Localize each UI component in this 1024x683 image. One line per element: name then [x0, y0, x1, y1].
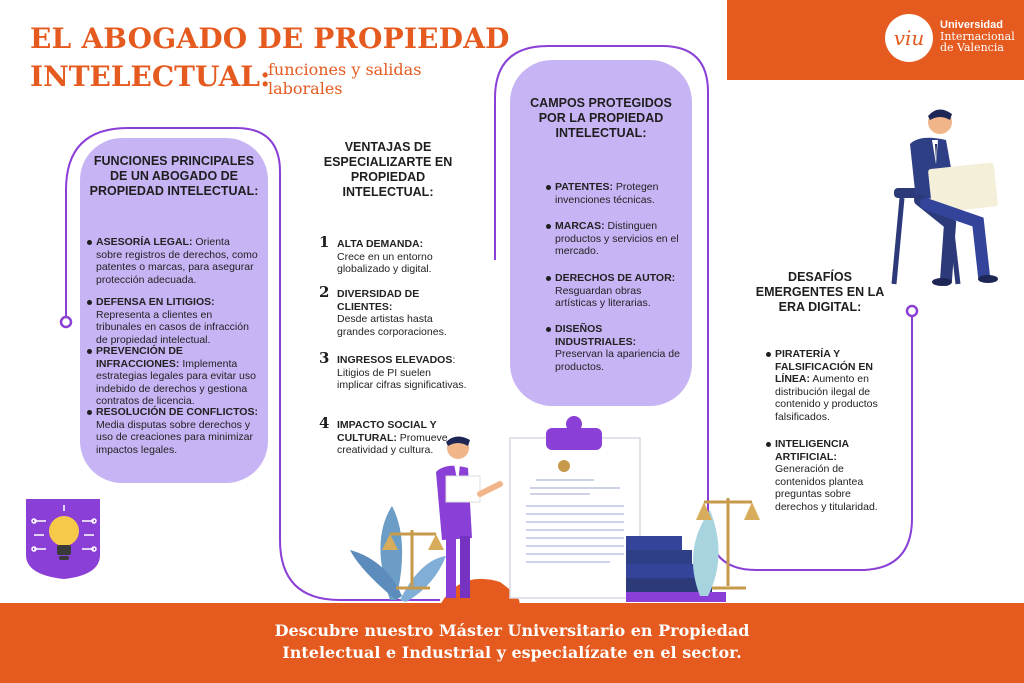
- advantage-label: IMPACTO SOCIAL Y CULTURAL:: [337, 419, 437, 444]
- logo-line3: de Valencia: [940, 41, 1004, 54]
- challenge-item: [775, 438, 887, 513]
- advantage-label: INGRESOS ELEVADOS: [337, 354, 453, 366]
- challenge-label: INTELIGENCIA ARTIFICIAL:: [775, 438, 849, 463]
- challenge-item: [775, 348, 887, 423]
- bullet-icon: [766, 352, 771, 357]
- functions-heading: FUNCIONES PRINCIPALES DE UN ABOGADO DE PROPIEDAD INTELECTUAL:: [89, 154, 259, 198]
- function-item: [96, 345, 262, 408]
- function-text: Representa a clientes en tribunales en casos de infracción de propiedad intelectual.: [96, 308, 249, 346]
- bullet-icon: [546, 185, 551, 190]
- advantage-item: [319, 283, 467, 338]
- field-text: Protegen invenciones técnicas.: [555, 181, 659, 206]
- field-label: PATENTES:: [555, 181, 613, 193]
- cta-text: [150, 620, 874, 664]
- cta-line2: Intelectual e Industrial y especialízate en el sector.: [282, 643, 742, 662]
- bullet-icon: [546, 276, 551, 281]
- page-title-line2: INTELECTUAL:: [30, 60, 271, 93]
- protected-fields-heading: CAMPOS PROTEGIDOS POR LA PROPIEDAD INTELECTUAL:: [530, 96, 672, 140]
- challenge-text: Aumento en distribución ilegal de contenido y productos falsificados.: [775, 373, 878, 423]
- advantage-label: DIVERSIDAD DE CLIENTES:: [337, 288, 420, 313]
- advantage-number: 4: [319, 414, 330, 432]
- field-item: [555, 181, 681, 206]
- field-item: [555, 272, 681, 310]
- seated-businessman-illustration: [880, 104, 1000, 289]
- bullet-icon: [546, 224, 551, 229]
- function-item: [96, 236, 258, 286]
- field-item: [555, 323, 681, 373]
- university-name: [940, 20, 1024, 53]
- advantage-text: : Litigios de PI suelen implicar cifras significativas.: [337, 354, 467, 391]
- page-subtitle: funciones y salidas laborales: [268, 60, 422, 98]
- function-item: [96, 406, 258, 456]
- function-item: [96, 296, 258, 346]
- bullet-icon: [87, 349, 92, 354]
- advantage-label: ALTA DEMANDA:: [337, 238, 424, 250]
- field-text: Distinguen productos y servicios en el mercado.: [555, 220, 679, 257]
- advantage-number: 1: [319, 233, 330, 251]
- function-text: Implementa estrategias legales para evitar uso indebido de derechos y gestiona contratos de licencia.: [96, 357, 256, 407]
- challenges-heading: DESAFÍOS EMERGENTES EN LA ERA DIGITAL:: [755, 270, 885, 314]
- field-label: DISEÑOS INDUSTRIALES:: [555, 323, 637, 348]
- cta-line1: Descubre nuestro Máster Universitario en Propiedad: [274, 621, 750, 640]
- page-title-line1: EL ABOGADO DE PROPIEDAD: [30, 22, 510, 55]
- bullet-icon: [87, 240, 92, 245]
- advantage-text: Desde artistas hasta grandes corporaciones.: [337, 313, 447, 338]
- function-label: DEFENSA EN LITIGIOS:: [96, 296, 215, 308]
- viu-logo-icon: viu: [885, 14, 933, 62]
- lightbulb-badge-icon: [24, 497, 104, 581]
- bullet-icon: [546, 327, 551, 332]
- function-label: RESOLUCIÓN DE CONFLICTOS:: [96, 406, 258, 418]
- advantage-item: [319, 349, 469, 392]
- field-text: Preservan la apariencia de productos.: [555, 348, 680, 373]
- bullet-icon: [87, 410, 92, 415]
- advantage-number: 3: [319, 349, 330, 367]
- legal-scene-illustration: [350, 410, 790, 605]
- bullet-icon: [87, 300, 92, 305]
- function-text: Orienta sobre registros de derechos, como patentes o marcas, para asegurar protección adecuada.: [96, 236, 258, 286]
- advantage-text: Crece en un entorno globalizado y digital.: [337, 250, 433, 275]
- advantage-number: 2: [319, 283, 330, 301]
- function-label: ASESORÍA LEGAL:: [96, 236, 193, 248]
- challenge-label: PIRATERÍA Y FALSIFICACIÓN EN LÍNEA:: [775, 348, 874, 385]
- field-label: DERECHOS DE AUTOR:: [555, 272, 676, 284]
- advantages-heading: VENTAJAS DE ESPECIALIZARTE EN PROPIEDAD INTELECTUAL:: [323, 140, 453, 199]
- challenge-text: Generación de contenidos plantea preguntas sobre derechos y titularidad.: [775, 463, 878, 513]
- function-text: Media disputas sobre derechos y uso de creaciones para minimizar impactos legales.: [96, 418, 253, 456]
- advantage-item: [319, 233, 467, 276]
- function-label: PREVENCIÓN DE INFRACCIONES:: [96, 345, 183, 370]
- logo-line1: Universidad: [940, 19, 1003, 31]
- field-item: [555, 220, 681, 258]
- logo-line2: Internacional: [940, 30, 1015, 43]
- field-text: Resguardan obras artísticas y literarias.: [555, 284, 651, 309]
- field-label: MARCAS:: [555, 220, 605, 232]
- advantage-text: Promueve creatividad y cultura.: [337, 431, 448, 456]
